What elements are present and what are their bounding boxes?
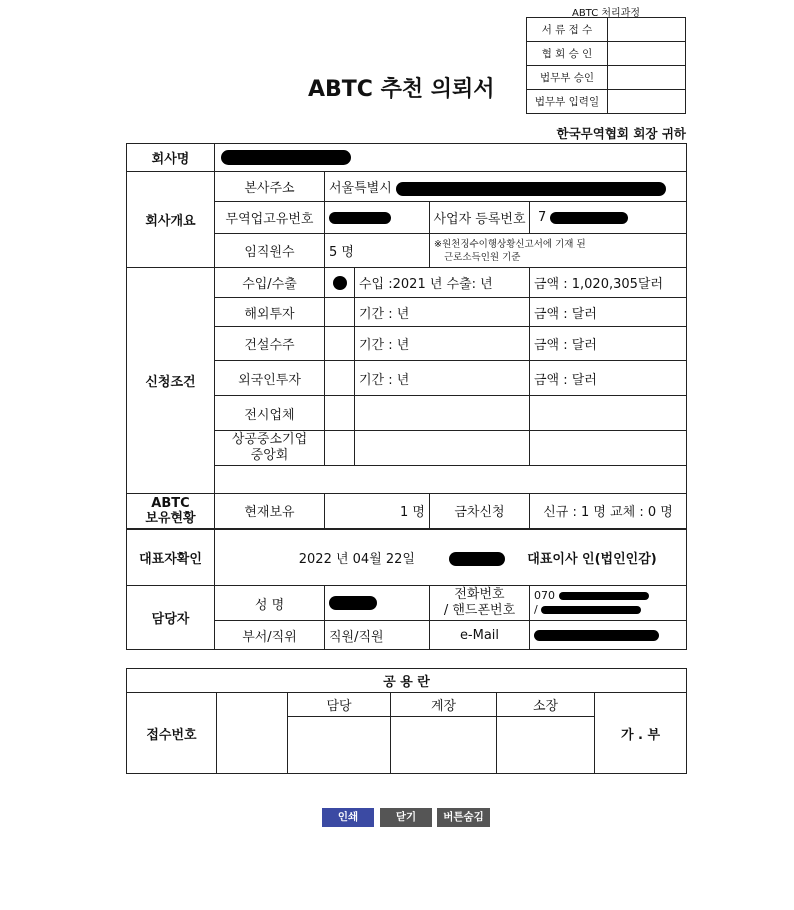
sme-label-line: 상공중소기업: [231, 432, 308, 447]
current-holding-value: 1 명: [325, 494, 430, 529]
conditions-empty-row: [215, 466, 687, 494]
phone-value: [530, 586, 687, 621]
sme-label: [215, 431, 325, 466]
redaction: [449, 552, 505, 566]
employees-label: 임직원수: [215, 234, 325, 268]
company-overview-label: 회사개요: [127, 172, 215, 268]
redaction: [329, 212, 391, 224]
phone-label: [430, 586, 530, 621]
import-export-amount: 금액 : 1,020,305달러: [530, 268, 687, 298]
phone-value-prefix: 070: [534, 589, 555, 602]
process-step-value: [608, 66, 686, 90]
hq-text: 서울특별시: [329, 181, 392, 196]
holdings-label: [127, 494, 215, 529]
overseas-label: 해외투자: [215, 298, 325, 327]
office-use-table: [126, 668, 687, 774]
receipt-label: 접수번호: [127, 693, 217, 774]
hq-label: 본사주소: [215, 172, 325, 202]
overseas-amount: 금액 : 달러: [530, 298, 687, 327]
hq-value: [325, 172, 687, 202]
import-export-check[interactable]: [325, 268, 355, 298]
holdings-label-line: 보유현황: [145, 510, 196, 526]
representative-date: 2022 년 04월 22일: [298, 551, 415, 567]
sme-label-line: 중앙회: [250, 448, 289, 463]
biz-reg-label: 사업자 등록번호: [430, 202, 530, 234]
addressee: 한국무역협회 회장 귀하: [556, 126, 686, 141]
phone-label-line: 전화번호: [454, 587, 505, 602]
construction-period: 기간 : 년: [355, 327, 530, 361]
overseas-period: 기간 : 년: [355, 298, 530, 327]
employees-note-line: 근로소득인원 기준: [444, 251, 521, 263]
holdings-label-line: ABTC: [151, 495, 190, 511]
conditions-label: 신청조건: [127, 268, 215, 494]
process-step: 법무부 입력일: [527, 90, 608, 114]
employees-value: 5 명: [325, 234, 430, 268]
redaction: [534, 630, 659, 641]
office-use-title: 공 용 란: [127, 669, 687, 693]
sme-period: [355, 431, 530, 466]
overseas-check[interactable]: [325, 298, 355, 327]
exhibition-amount: [530, 396, 687, 431]
contact-label: 담당자: [127, 586, 215, 650]
employees-note: [430, 234, 687, 268]
apply-value: 신규 : 1 명 교체 : 0 명: [530, 494, 687, 529]
sme-check[interactable]: [325, 431, 355, 466]
office-sign-manager: [288, 717, 391, 774]
exhibition-label: 전시업체: [215, 396, 325, 431]
office-sign-chief: [391, 717, 497, 774]
redaction: [541, 606, 641, 614]
employees-note-line: ※원천징수이행상황신고서에 기재 된: [434, 238, 586, 250]
redaction: [329, 596, 377, 610]
redaction: [396, 182, 666, 196]
contact-name-value: [325, 586, 430, 621]
office-col-manager: 담당: [288, 693, 391, 717]
sme-amount: [530, 431, 687, 466]
process-step-value: [608, 42, 686, 66]
biz-reg-prefix: 7: [538, 210, 547, 225]
company-name-value: [215, 144, 687, 172]
dept-label: 부서/직위: [215, 621, 325, 650]
representative-value: [215, 529, 687, 586]
phone-value-prefix: /: [534, 603, 538, 616]
dept-value: 직원/직원: [325, 621, 430, 650]
contact-name-label: 성 명: [215, 586, 325, 621]
biz-reg-value: [530, 202, 687, 234]
hide-buttons-button[interactable]: 버튼숨김: [437, 808, 490, 827]
import-export-period: 수입 :2021 년 수출: 년: [355, 268, 530, 298]
process-step-value: [608, 90, 686, 114]
close-button[interactable]: 닫기: [380, 808, 432, 827]
construction-label: 건설수주: [215, 327, 325, 361]
trade-id-label: 무역업고유번호: [215, 202, 325, 234]
redaction: [559, 592, 649, 600]
process-step: 협 회 승 인: [527, 42, 608, 66]
redaction: [221, 150, 351, 165]
process-step-value: [608, 18, 686, 42]
construction-check[interactable]: [325, 327, 355, 361]
representative-label: 대표자확인: [127, 529, 215, 586]
import-export-label: 수입/수출: [215, 268, 325, 298]
exhibition-period: [355, 396, 530, 431]
redaction: [550, 212, 628, 224]
process-table: [526, 17, 686, 114]
process-caption: ABTC 처리과정: [571, 8, 641, 19]
office-sign-director: [497, 717, 595, 774]
phone-label-line: / 핸드폰번호: [443, 603, 516, 618]
page-title: ABTC 추천 의뢰서: [308, 77, 495, 102]
office-col-director: 소장: [497, 693, 595, 717]
company-name-label: 회사명: [127, 144, 215, 172]
print-button[interactable]: 인쇄: [322, 808, 374, 827]
decision-label: 가 . 부: [595, 693, 687, 774]
representative-seal-text: 대표이사 인(법인인감): [527, 551, 657, 567]
current-holding-label: 현재보유: [215, 494, 325, 529]
email-label: e-Mail: [430, 621, 530, 650]
receipt-value: [217, 693, 288, 774]
trade-id-value: [325, 202, 430, 234]
exhibition-check[interactable]: [325, 396, 355, 431]
email-value: [530, 621, 687, 650]
process-step: 서 류 접 수: [527, 18, 608, 42]
selected-radio-icon: [333, 276, 347, 290]
construction-amount: 금액 : 달러: [530, 327, 687, 361]
foreign-label: 외국인투자: [215, 361, 325, 396]
foreign-period: 기간 : 년: [355, 361, 530, 396]
foreign-check[interactable]: [325, 361, 355, 396]
office-col-chief: 계장: [391, 693, 497, 717]
process-step: 법무부 승인: [527, 66, 608, 90]
apply-label: 금차신청: [430, 494, 530, 529]
foreign-amount: 금액 : 달러: [530, 361, 687, 396]
main-form: [126, 143, 687, 650]
